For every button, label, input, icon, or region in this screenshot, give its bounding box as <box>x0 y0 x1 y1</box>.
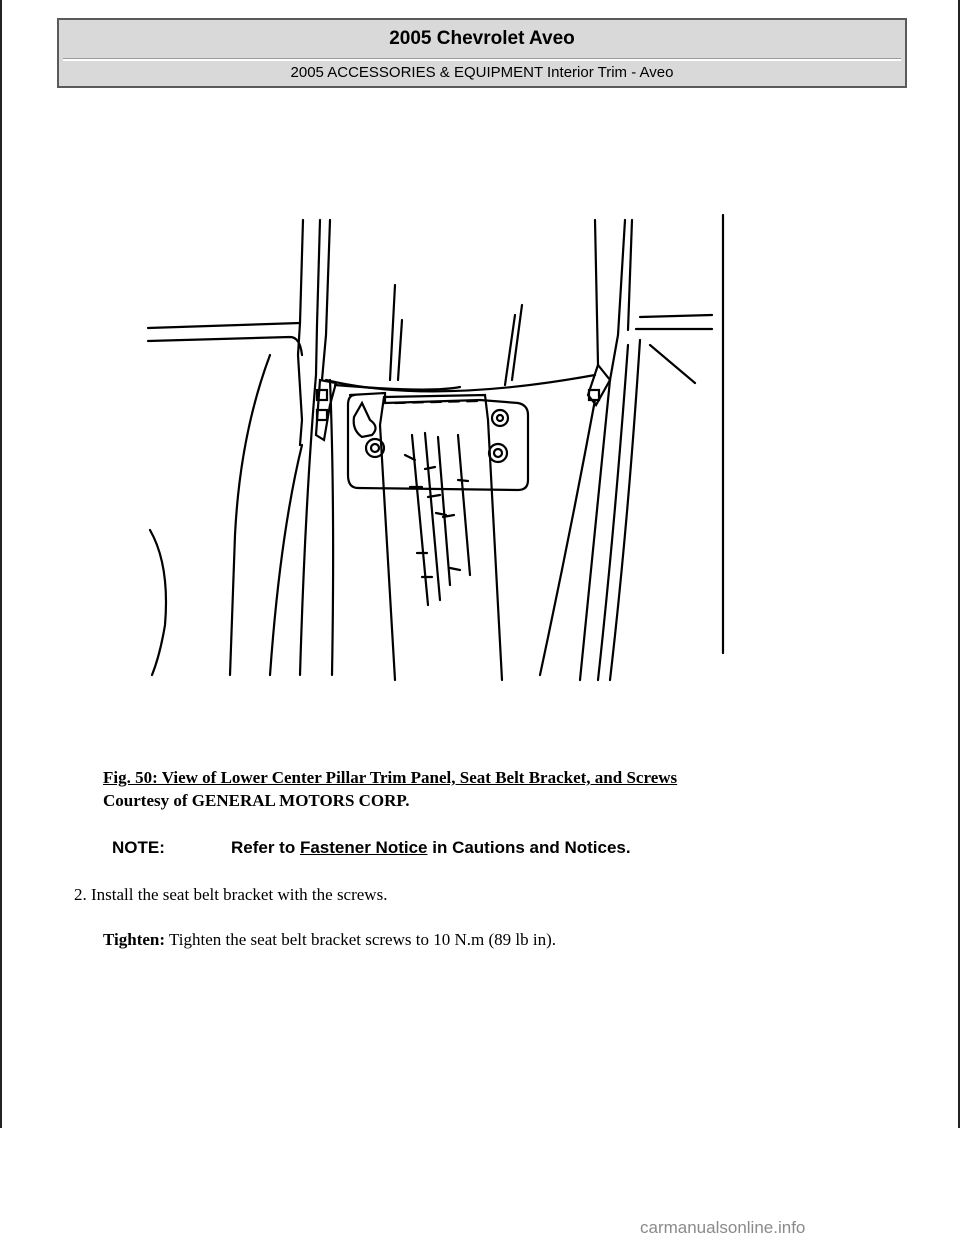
figure-courtesy: Courtesy of GENERAL MOTORS CORP. <box>103 791 410 810</box>
note-prefix: Refer to <box>231 838 300 857</box>
note-suffix: in Cautions and Notices. <box>427 838 631 857</box>
fastener-notice-link[interactable]: Fastener Notice <box>299 838 428 857</box>
seat-belt-bracket-illustration <box>140 205 740 685</box>
fastener-note <box>112 838 631 858</box>
figure-caption: Fig. 50: View of Lower Center Pillar Trim Panel, Seat Belt Bracket, and Screws <box>103 768 678 787</box>
header-divider <box>63 58 901 61</box>
tighten-spec <box>103 930 556 950</box>
header-title: 2005 Chevrolet Aveo <box>389 28 575 49</box>
tighten-label: Tighten: <box>103 930 166 949</box>
note-label: NOTE: <box>112 838 165 857</box>
tighten-text: Tighten the seat belt bracket screws to 10 N.m (89 lb in). <box>165 930 556 949</box>
site-watermark: carmanualsonline.info <box>640 1218 806 1237</box>
page-header <box>57 18 907 88</box>
install-step: 2. Install the seat belt bracket with the screws. <box>74 885 388 904</box>
page-border-left <box>0 0 2 1128</box>
header-subtitle: 2005 ACCESSORIES & EQUIPMENT Interior Trim - Aveo <box>290 64 674 81</box>
